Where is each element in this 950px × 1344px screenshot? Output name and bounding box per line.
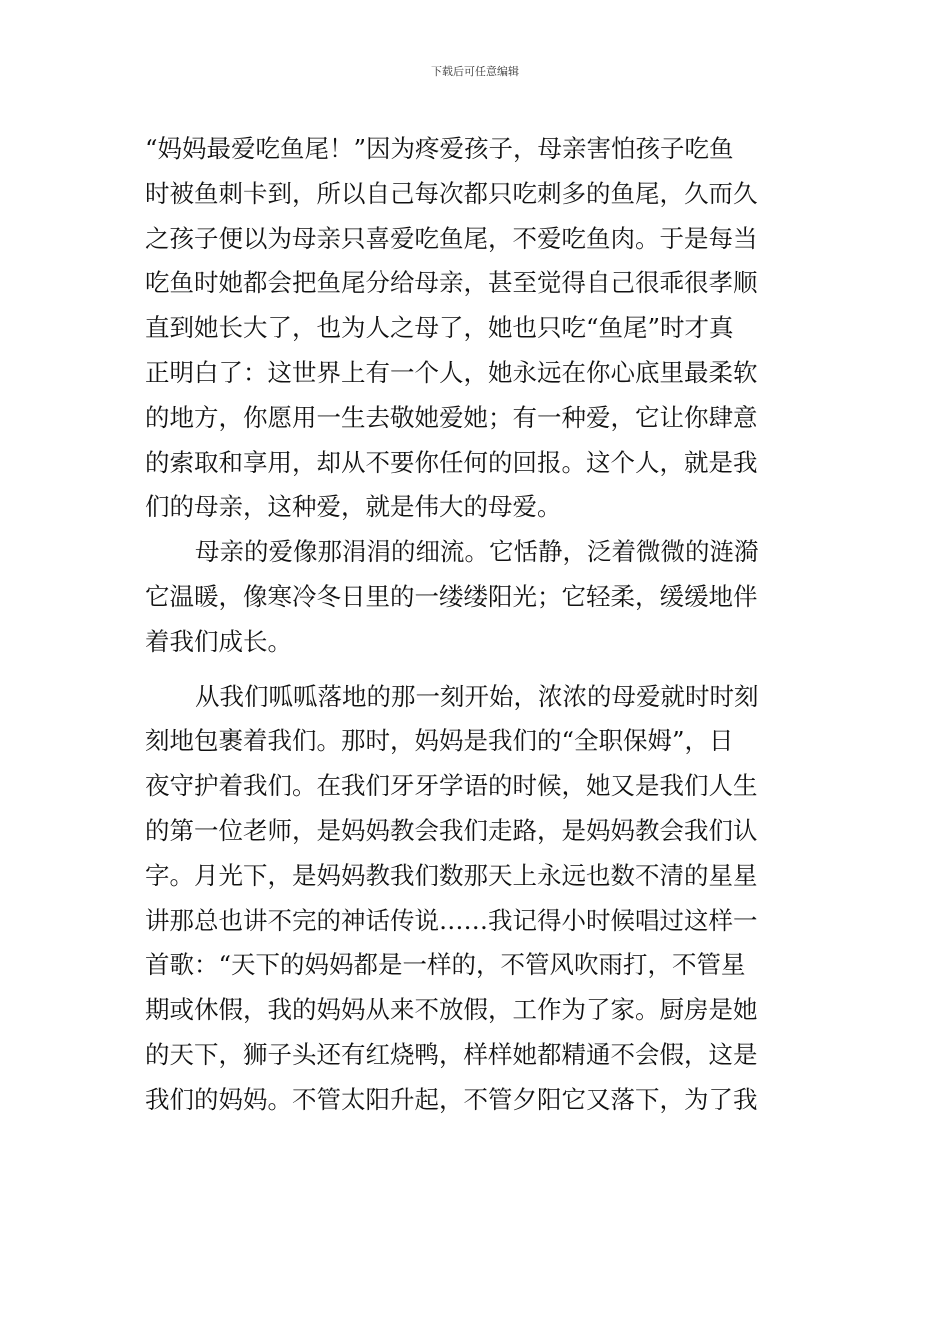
text-line: 夜守护着我们。在我们牙牙学语的时候，她又是我们人生 [145,771,758,801]
text-line: 时被鱼刺卡到，所以自己每次都只吃刺多的鱼尾，久而久 [145,178,758,208]
text-line: 的第一位老师，是妈妈教会我们走路，是妈妈教会我们认 [145,815,758,845]
text-line: 们的母亲，这种爱，就是伟大的母爱。 [145,492,562,522]
text-line: 直到她长大了，也为人之母了，她也只吃“鱼尾”时才真 [145,313,734,343]
page-header: 下载后可任意编辑 [431,65,519,78]
text-line: 母亲的爱像那涓涓的细流。它恬静，泛着微微的涟漪 [195,537,759,567]
text-line: 的索取和享用，却从不要你任何的回报。这个人，就是我 [145,447,758,477]
text-line: 从我们呱呱落地的那一刻开始，浓浓的母爱就时时刻 [195,681,759,711]
text-line: 之孩子便以为母亲只喜爱吃鱼尾，不爱吃鱼肉。于是每当 [145,223,758,253]
text-line: 字。月光下，是妈妈教我们数那天上永远也数不清的星星 [145,860,758,890]
text-line: 我们的妈妈。不管太阳升起，不管夕阳它又落下，为了我 [145,1084,758,1114]
document-body [145,127,810,1123]
text-line: 正明白了：这世界上有一个人，她永远在你心底里最柔软 [145,357,758,387]
paragraph [145,127,810,530]
text-line: 它温暖，像寒冷冬日里的一缕缕阳光；它轻柔，缓缓地伴 [145,581,758,611]
text-line: 着我们成长。 [145,626,292,656]
text-line: 首歌：“天下的妈妈都是一样的，不管风吹雨打，不管星 [145,950,746,980]
text-line: “妈妈最爱吃鱼尾！”因为疼爱孩子，母亲害怕孩子吃鱼 [145,134,734,163]
text-line: 的地方，你愿用一生去敬她爱她；有一种爱，它让你肆意 [145,402,758,432]
paragraph [145,530,810,664]
paragraph-gap [145,665,810,675]
text-line: 吃鱼时她都会把鱼尾分给母亲，甚至觉得自己很乖很孝顺 [145,268,758,298]
text-line: 的天下，狮子头还有红烧鸭，样样她都精通不会假，这是 [145,1039,758,1069]
text-line: 刻地包裹着我们。那时，妈妈是我们的“全职保姆”，日 [145,726,734,756]
paragraph [145,675,810,1123]
text-line: 期或休假，我的妈妈从来不放假，工作为了家。厨房是她 [145,995,758,1025]
text-line: 讲那总也讲不完的神话传说……我记得小时候唱过这样一 [145,905,758,935]
